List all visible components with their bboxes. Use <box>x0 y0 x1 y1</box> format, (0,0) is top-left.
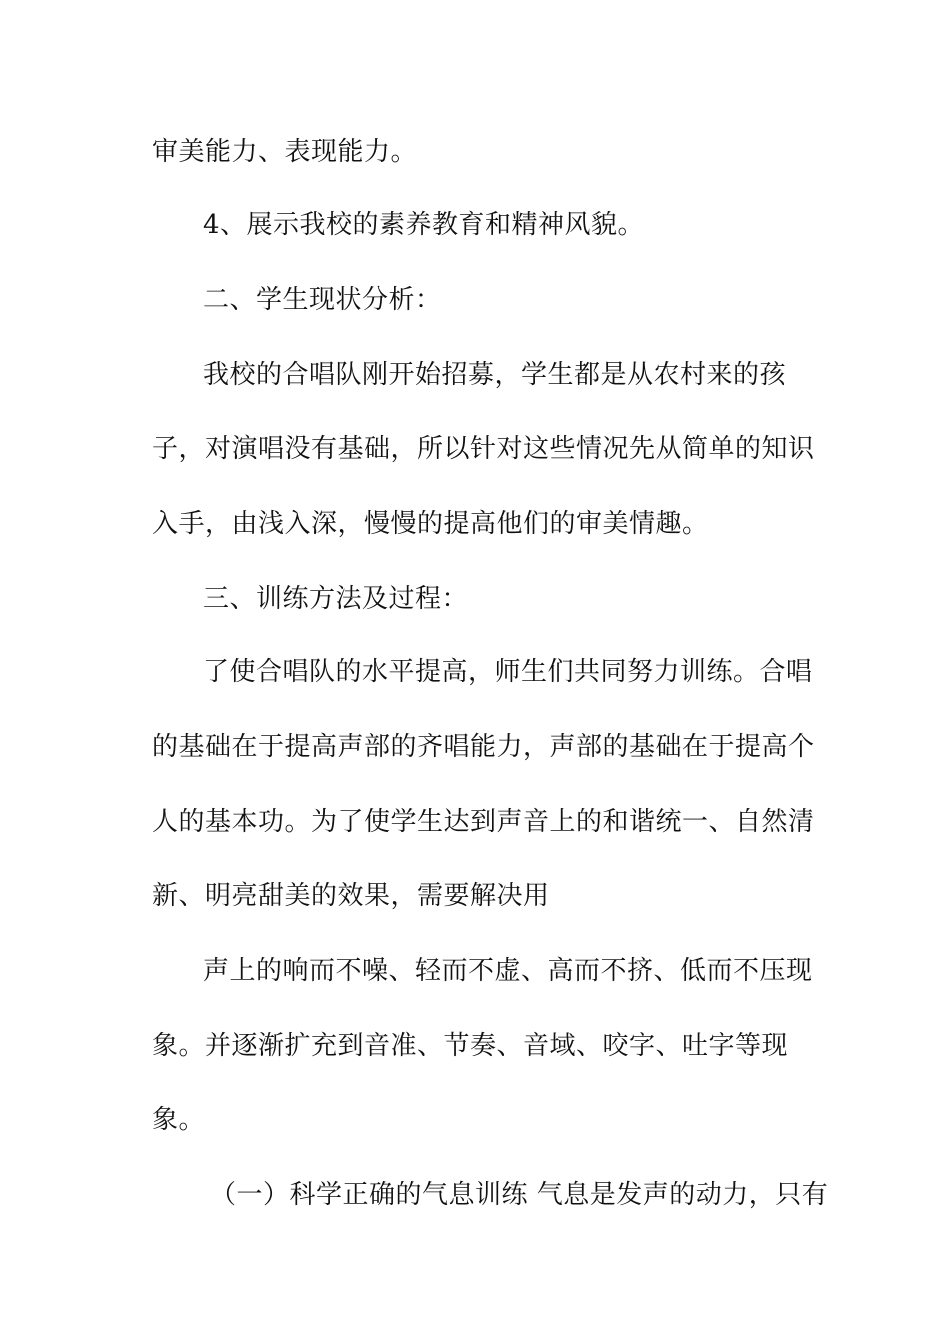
paragraph-line: 子，对演唱没有基础，所以针对这些情况先从简单的知识 <box>152 434 815 464</box>
list-item-4: 4、展示我校的素养教育和精神风貌。 <box>203 210 645 240</box>
paragraph-line: 象。并逐渐扩充到音准、节奏、音域、咬字、吐字等现 <box>152 1031 789 1061</box>
subsection-heading-1: （一）科学正确的气息训练 气息是发声的动力，只有 <box>210 1180 829 1210</box>
paragraph-line: 入手，由浅入深，慢慢的提高他们的审美情趣。 <box>152 509 709 539</box>
paragraph-line: 的基础在于提高声部的齐唱能力，声部的基础在于提高个 <box>152 732 815 762</box>
paragraph-line: 人的基本功。为了使学生达到声音上的和谐统一、自然清 <box>152 807 815 837</box>
section-heading-2: 二、学生现状分析： <box>203 285 442 315</box>
paragraph-line: 声上的响而不噪、轻而不虚、高而不挤、低而不压现 <box>203 956 813 986</box>
paragraph-line: 新、明亮甜美的效果，需要解决用 <box>152 881 550 911</box>
paragraph-line: 我校的合唱队刚开始招募，学生都是从农村来的孩 <box>203 360 787 390</box>
paragraph-line: 象。 <box>152 1105 206 1135</box>
text-line: 审美能力、表现能力。 <box>152 137 418 167</box>
paragraph-line: 了使合唱队的水平提高，师生们共同努力训练。合唱 <box>203 657 813 687</box>
section-heading-3: 三、训练方法及过程： <box>203 584 469 614</box>
